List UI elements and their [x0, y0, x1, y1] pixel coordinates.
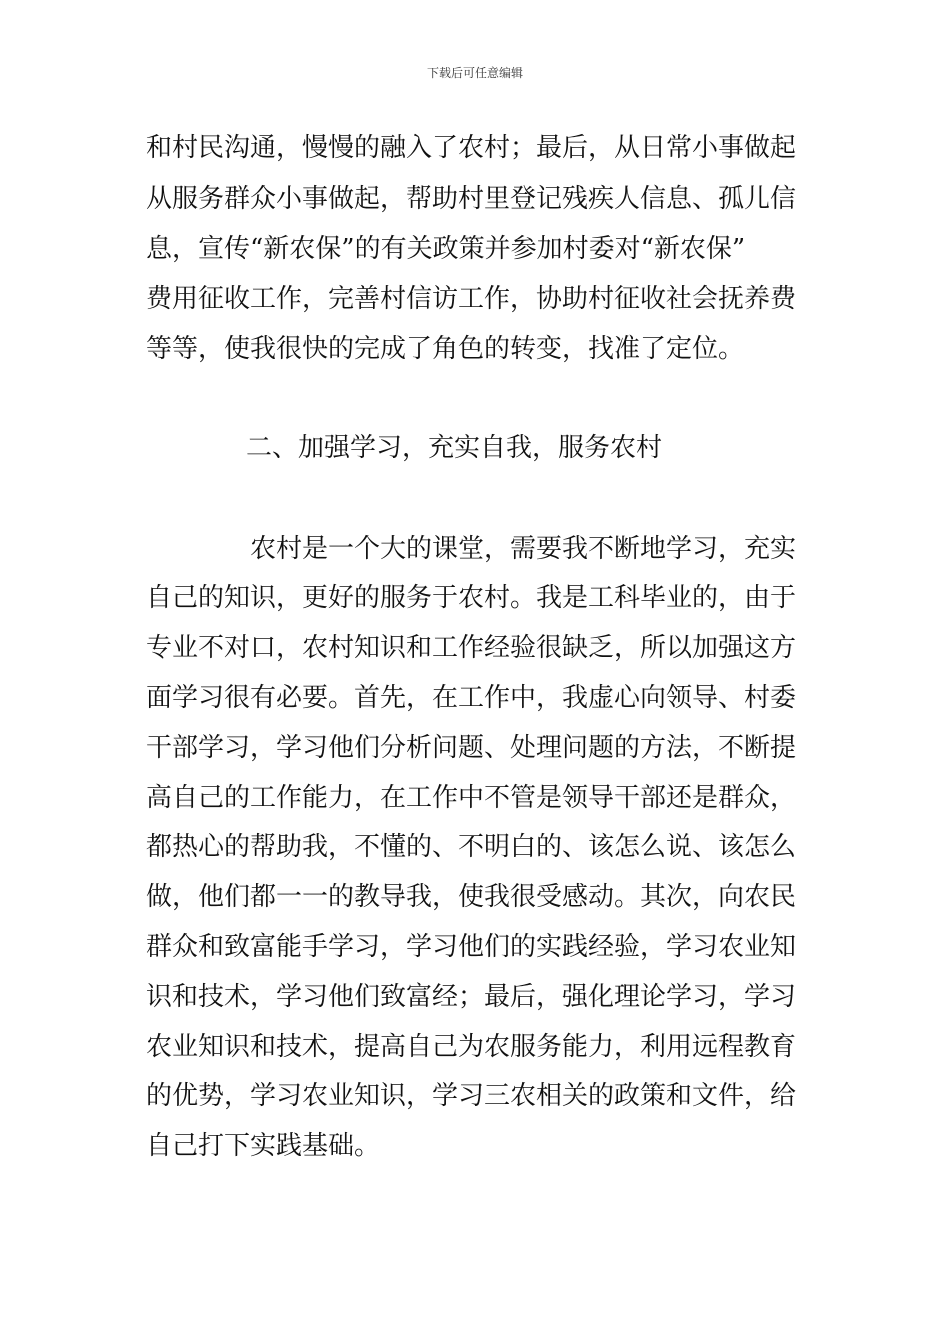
paragraph-line: 自己的知识，更好的服务于农村。我是工科毕业的，由于 [146, 583, 797, 613]
page-header-note: 下载后可任意编辑 [426, 66, 523, 80]
paragraph-line: 都热心的帮助我，不懂的、不明白的、该怎么说、该怎么 [146, 832, 797, 862]
paragraph-line: 等等，使我很快的完成了角色的转变，找准了定位。 [146, 334, 745, 364]
paragraph-line: 农村是一个大的课堂，需要我不断地学习，充实 [250, 534, 797, 564]
paragraph-line: 干部学习，学习他们分析问题、处理问题的方法，不断提 [146, 733, 797, 763]
paragraph-line: 专业不对口，农村知识和工作经验很缺乏，所以加强这方 [146, 633, 797, 663]
paragraph-line: 费用征收工作，完善村信访工作，协助村征收社会抚养费 [146, 284, 797, 314]
section-heading: 二、加强学习，充实自我，服务农村 [246, 433, 663, 463]
paragraph-line: 自己打下实践基础。 [146, 1131, 381, 1161]
paragraph-line: 的优势，学习农业知识，学习三农相关的政策和文件，给 [146, 1081, 797, 1111]
paragraph-line: 农业知识和技术，提高自己为农服务能力，利用远程教育 [146, 1032, 797, 1062]
paragraph-line: 和村民沟通，慢慢的融入了农村；最后，从日常小事做起 [146, 133, 797, 163]
paragraph-line: 识和技术，学习他们致富经；最后，强化理论学习，学习 [146, 982, 797, 1012]
paragraph-line: 做，他们都一一的教导我，使我很受感动。其次，向农民 [146, 882, 797, 912]
paragraph-line: 群众和致富能手学习，学习他们的实践经验，学习农业知 [146, 932, 797, 962]
paragraph-line: 从服务群众小事做起，帮助村里登记残疾人信息、孤儿信 [146, 184, 797, 214]
paragraph-line: 面学习很有必要。首先，在工作中，我虚心向领导、村委 [146, 683, 797, 713]
paragraph-line: 息，宣传“新农保”的有关政策并参加村委对“新农保” [146, 234, 746, 264]
paragraph-line: 高自己的工作能力，在工作中不管是领导干部还是群众， [146, 783, 797, 813]
